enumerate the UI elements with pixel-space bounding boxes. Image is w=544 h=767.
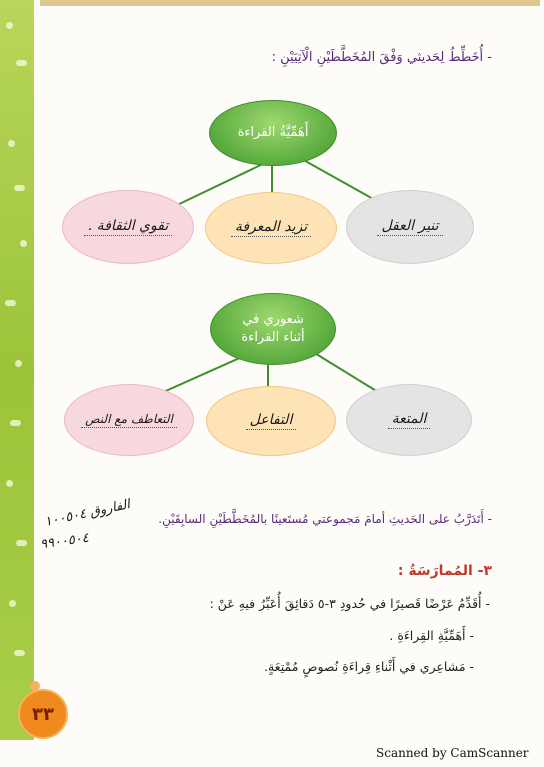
diagram2-bubble-interaction <box>206 386 336 456</box>
connector-line <box>300 158 375 200</box>
diagram2-bubble-empathy <box>64 384 194 456</box>
diagram2-center-line2: أثناء القراءة <box>241 330 305 345</box>
section3-item-feelings: - مَشاعِري في أَثْناءِ قِراءَةِ نُصوصٍ مُمْتِعَةٍ. <box>263 659 474 674</box>
section3-task: - أُقَدِّمُ عَرْضًا قَصيرًا في حُدودِ ٣-٥ دَقائِقَ أُعَبِّرُ فيهِ عَنْ : <box>209 596 490 611</box>
diagram2-center-line1: شعوري في <box>242 312 304 327</box>
diagram2-bubble-enjoyment <box>346 384 472 456</box>
diagram1-bubble-knowledge <box>205 192 337 264</box>
diagram2-answer: التعاطف مع النص <box>81 412 177 428</box>
diagram2-center-bubble <box>210 293 336 365</box>
diagram1-center-label: أَهَمِّيَّةُ القراءة <box>237 125 309 140</box>
section3-item-importance: - أَهَمِّيَّةِ القِراءَةِ . <box>389 628 474 643</box>
diagram1-center-bubble <box>209 100 337 166</box>
handwritten-note-line1: الفاروق ١٠٠٥٠٤ <box>43 497 132 530</box>
diagram1-answer: تزيد المعرفة <box>231 219 311 237</box>
diagram1-answer: تنير العقل <box>377 218 442 236</box>
diagram1-bubble-culture <box>62 190 194 264</box>
diagram2-answer: التفاعل <box>246 412 297 430</box>
practice-talk-instruction: - أَتَدَرَّبُ على الحَديثِ أمامَ مَجموعتي مُستَعينًا بالمُخَطَّطَيْنِ السابِقَيْنِ. <box>158 512 492 526</box>
diagram1-answer: تقوي الثقافة . <box>84 218 172 236</box>
plan-talk-instruction: - أُخَطِّطُ لِحَديثي وَفْقَ المُخَطَّطَيْنِ الْآتِيَيْنِ : <box>271 50 492 65</box>
handwritten-note-line2: ٩٩٠٠٥٠٤ <box>39 530 90 553</box>
diagram1-bubble-mind <box>346 190 474 264</box>
diagram2-answer: المتعة <box>388 411 431 429</box>
page-number-badge <box>18 689 68 739</box>
section3-heading: ٣- المُمارَسَةُ : <box>397 563 492 579</box>
scanner-watermark: Scanned by CamScanner <box>376 746 529 760</box>
page-number: ٣٣ <box>32 703 54 725</box>
